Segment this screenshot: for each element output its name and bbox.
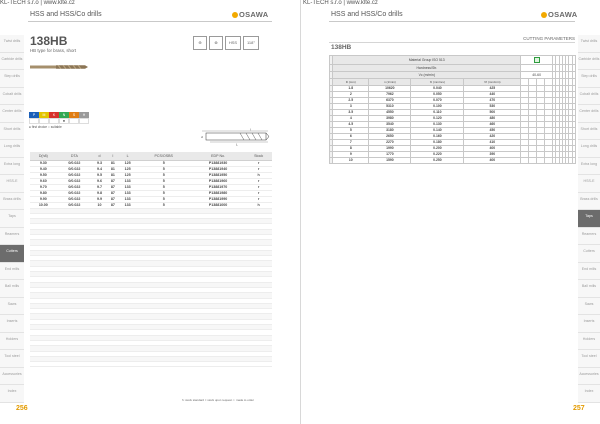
table-cell: P13881940 — [191, 166, 245, 172]
spec-table — [30, 152, 272, 367]
table-cell: 125 — [119, 172, 137, 178]
cutting-cell: 4550 — [369, 110, 411, 116]
material-group-row-value — [521, 56, 553, 65]
cutting-cell: 0.180 — [411, 140, 464, 146]
empty-row — [30, 362, 272, 367]
section-label: CUTTING PARAMETERS — [329, 36, 575, 43]
material-swatch: H — [79, 112, 89, 118]
page-number-left: 256 — [16, 405, 28, 412]
side-tab[interactable]: Extra long — [0, 158, 24, 176]
table-cell: P13881930 — [191, 160, 245, 166]
side-tab[interactable]: Carbide drills — [0, 53, 24, 71]
cutting-cell: 470 — [464, 98, 521, 104]
empty-cell — [137, 362, 191, 367]
table-cell: r — [245, 196, 272, 202]
cutting-cell: 500 — [464, 110, 521, 116]
cutting-cell: 8 — [333, 146, 369, 152]
table-cell: 9.50 — [30, 172, 57, 178]
cutting-cell: 0.250 — [411, 158, 464, 164]
table-cell: 0/0.022 — [57, 172, 93, 178]
side-tab[interactable]: Step drills — [0, 70, 24, 88]
logo-dot-icon — [541, 12, 547, 18]
column-header: L — [119, 152, 137, 160]
table-cell: P13881960 — [191, 178, 245, 184]
blank-cell — [572, 72, 575, 79]
drill-image — [30, 64, 88, 70]
blank-cell — [521, 79, 529, 86]
coolant-icon: ⊗ — [209, 36, 223, 50]
material-mark: ● — [59, 118, 69, 124]
material-marks — [29, 118, 89, 124]
cutting-cell: 425 — [464, 86, 521, 92]
brand-logo — [232, 10, 268, 19]
blank-cell — [572, 56, 575, 65]
side-tab[interactable]: Cobalt drills — [0, 88, 24, 106]
cutting-cell: 4.5 — [333, 122, 369, 128]
cutting-cell: 6370 — [369, 98, 411, 104]
table-cell: 0/0.022 — [57, 184, 93, 190]
cutting-cell: 0.160 — [411, 134, 464, 140]
side-tab[interactable]: Inserts — [578, 315, 600, 333]
header-divider-right — [329, 21, 575, 22]
side-tab[interactable]: HSS-E — [0, 175, 24, 193]
table-cell: P13881000 — [191, 202, 245, 208]
table-cell: 5 — [137, 172, 191, 178]
material-mark — [29, 118, 39, 124]
column-header: PCS/OSBS — [137, 152, 191, 160]
side-tab[interactable]: Cutters — [0, 245, 24, 263]
empty-cell — [57, 362, 93, 367]
table-cell: 9.30 — [30, 160, 57, 166]
cutting-cell: 0.140 — [411, 128, 464, 134]
side-tab[interactable]: Long drills — [0, 140, 24, 158]
subheader-cell: Vf (mm/min) — [464, 79, 521, 86]
table-cell: 10.00 — [30, 202, 57, 208]
hardness-row — [330, 65, 576, 72]
material-swatch: K — [49, 112, 59, 118]
side-tab[interactable]: Carbide drills — [578, 53, 600, 71]
side-tab[interactable]: Index — [578, 385, 600, 403]
side-tab[interactable]: Center drills — [578, 105, 600, 123]
blank-cell — [545, 158, 553, 164]
table-cell: 87 — [107, 178, 119, 184]
side-tab[interactable]: Brass drills — [578, 193, 600, 211]
empty-cell — [107, 362, 119, 367]
product-code: 138HB — [30, 34, 68, 48]
table-cell: 0/0.022 — [57, 190, 93, 196]
side-tab[interactable]: Brass drills — [0, 193, 24, 211]
column-header: EDP No. — [191, 152, 245, 160]
side-tab[interactable]: End mills — [578, 263, 600, 281]
empty-cell — [245, 362, 272, 367]
material-swatch: P — [29, 112, 39, 118]
table-cell: 9.60 — [30, 178, 57, 184]
side-tab[interactable]: Holders — [0, 333, 24, 351]
cutting-cell: 0.200 — [411, 146, 464, 152]
table-cell: 9.80 — [30, 190, 57, 196]
table-cell: 0/0.022 — [57, 166, 93, 172]
table-cell: 5 — [137, 178, 191, 184]
side-tab[interactable]: Holders — [578, 333, 600, 351]
cutting-cell: 420 — [464, 134, 521, 140]
blank-cell — [537, 79, 545, 86]
cutting-cell: 400 — [464, 158, 521, 164]
table-cell: r — [245, 178, 272, 184]
table-cell: 125 — [119, 166, 137, 172]
table-cell: 81 — [107, 172, 119, 178]
table-cell: 5 — [137, 184, 191, 190]
hardness-row-label: Hardness/Str. — [333, 65, 521, 72]
table-cell: 5 — [137, 160, 191, 166]
cutting-cell: 0.040 — [411, 86, 464, 92]
page-number-right: 257 — [573, 405, 585, 412]
logo-dot-icon — [232, 12, 238, 18]
cutting-cell: 440 — [464, 92, 521, 98]
table-cell: 9.9 — [92, 196, 107, 202]
side-tab[interactable]: End mills — [0, 263, 24, 281]
side-tab[interactable]: Tool steel — [0, 350, 24, 368]
point-angle-icon: 118° — [243, 36, 259, 50]
table-cell: 9.7 — [92, 184, 107, 190]
side-tabs-right — [578, 35, 600, 403]
blank-cell — [545, 79, 553, 86]
cutting-cell: 6 — [333, 134, 369, 140]
page-title: HSS and HSS/Co drills — [30, 11, 102, 18]
side-tab[interactable]: Ball mills — [0, 280, 24, 298]
cutting-cell: 2 — [333, 92, 369, 98]
subheader-cell: fz (mm/rev) — [411, 79, 464, 86]
cutting-cell: 0.220 — [411, 152, 464, 158]
side-tab[interactable]: Short drills — [578, 123, 600, 141]
table-cell: r — [245, 184, 272, 190]
table-cell: 9.6 — [92, 178, 107, 184]
table-cell: 9.3 — [92, 160, 107, 166]
product-code-right: 138HB — [331, 44, 352, 51]
cutting-cell: 3 — [333, 104, 369, 110]
table-cell: 133 — [119, 202, 137, 208]
side-tab[interactable]: Accessories — [578, 368, 600, 386]
cutting-cell: 3980 — [369, 116, 411, 122]
table-cell: 0/0.022 — [57, 160, 93, 166]
empty-cell — [191, 362, 245, 367]
material-mark — [69, 118, 79, 124]
cutting-cell: 530 — [464, 104, 521, 110]
drawing-label-l: l — [250, 128, 251, 132]
blank-cell — [529, 79, 537, 86]
vc-row — [330, 72, 576, 79]
table-cell: 133 — [119, 178, 137, 184]
table-cell: 81 — [107, 160, 119, 166]
table-cell: 10 — [92, 202, 107, 208]
material-swatch: S — [69, 112, 79, 118]
column-header: DTA — [57, 152, 93, 160]
table-cell: 5 — [137, 166, 191, 172]
side-tab[interactable]: Ball mills — [578, 280, 600, 298]
cutting-parameters-table — [329, 55, 576, 164]
table-cell: 87 — [107, 184, 119, 190]
material-swatch: M — [39, 112, 49, 118]
cutting-cell: 7 — [333, 140, 369, 146]
side-tab[interactable]: HSS-E — [578, 175, 600, 193]
table-cell: 87 — [107, 202, 119, 208]
blank-cell — [529, 158, 537, 164]
material-mark — [49, 118, 59, 124]
blank-cell — [572, 79, 575, 86]
cutting-cell: 1.8 — [333, 86, 369, 92]
material-mark — [39, 118, 49, 124]
cutting-cell: 2270 — [369, 140, 411, 146]
cutting-cell: 450 — [464, 128, 521, 134]
empty-cell — [119, 362, 137, 367]
subheader-cell: n (1/min) — [369, 79, 411, 86]
cutting-row — [330, 158, 576, 164]
cutting-cell: 3.5 — [333, 110, 369, 116]
vc-row-value: 40-60 — [521, 72, 553, 79]
empty-cell — [92, 362, 107, 367]
material-n-icon — [534, 57, 540, 63]
material-hss-icon: HSS — [225, 36, 241, 50]
table-cell: P13881980 — [191, 190, 245, 196]
side-tab[interactable]: Twist drills — [0, 35, 24, 53]
table-cell: 9.4 — [92, 166, 107, 172]
table-cell: 125 — [119, 160, 137, 166]
side-tab[interactable]: Saws — [0, 298, 24, 316]
subheader-cell: D (mm) — [333, 79, 369, 86]
table-cell: 0/0.022 — [57, 196, 93, 202]
cutting-cell: 460 — [464, 122, 521, 128]
pictogram-row — [193, 36, 259, 50]
table-cell: r — [245, 166, 272, 172]
column-header: Stock — [245, 152, 272, 160]
side-tab[interactable]: Cutters — [578, 245, 600, 263]
subheader-row — [330, 79, 576, 86]
side-tab[interactable]: Inserts — [0, 315, 24, 333]
side-tab[interactable]: Taps — [0, 210, 24, 228]
drawing-label-L: L — [236, 142, 238, 147]
cutting-cell: 0.050 — [411, 92, 464, 98]
right-page — [300, 0, 600, 424]
hardness-row-value — [521, 65, 553, 72]
table-cell: P13881970 — [191, 184, 245, 190]
spec-header-row — [30, 152, 272, 160]
table-cell: 0/0.022 — [57, 202, 93, 208]
brand-name: OSAWA — [239, 10, 269, 19]
company-line-right: KL-TECH s.r.o | www.klte.cz — [303, 0, 378, 6]
side-tab[interactable]: Saws — [578, 298, 600, 316]
header-divider — [28, 21, 272, 22]
vc-row-label: Vc (m/min) — [333, 72, 521, 79]
cutting-cell: 1990 — [369, 146, 411, 152]
cutting-cell: 9 — [333, 152, 369, 158]
tolerance-icon: ⊕ — [193, 36, 207, 50]
material-note: ● first choice ○ suitable — [29, 125, 62, 129]
cutting-cell: 10620 — [369, 86, 411, 92]
table-cell: h — [245, 202, 272, 208]
column-header: d — [92, 152, 107, 160]
table-cell: 0/0.022 — [57, 178, 93, 184]
side-tab[interactable]: Reamers — [0, 228, 24, 246]
side-tab[interactable]: Step drills — [578, 70, 600, 88]
cutting-cell: 5 — [333, 128, 369, 134]
cutting-cell: 10 — [333, 158, 369, 164]
cutting-cell: 400 — [464, 146, 521, 152]
side-tab[interactable]: Cobalt drills — [578, 88, 600, 106]
column-header: l — [107, 152, 119, 160]
table-cell: 9.40 — [30, 166, 57, 172]
empty-cell — [30, 362, 57, 367]
table-cell: r — [245, 190, 272, 196]
cutting-cell: 1590 — [369, 158, 411, 164]
table-cell: P13881950 — [191, 172, 245, 178]
blank-cell — [572, 158, 575, 164]
cutting-cell: 410 — [464, 140, 521, 146]
cutting-cell: 480 — [464, 116, 521, 122]
cutting-cell: 2650 — [369, 134, 411, 140]
material-swatch: N — [59, 112, 69, 118]
product-description: HB type for brass, short — [30, 48, 77, 53]
material-mark — [79, 118, 89, 124]
cutting-cell: 0.120 — [411, 116, 464, 122]
cutting-cell: 0.110 — [411, 110, 464, 116]
page-title-right: HSS and HSS/Co drills — [331, 11, 403, 18]
cutting-cell: 2.5 — [333, 98, 369, 104]
cutting-cell: 0.070 — [411, 98, 464, 104]
side-tab[interactable]: Index — [0, 385, 24, 403]
table-cell: 9.90 — [30, 196, 57, 202]
table-cell: 9.5 — [92, 172, 107, 178]
side-tab[interactable]: Reamers — [578, 228, 600, 246]
blank-cell — [572, 65, 575, 72]
side-tab[interactable]: Center drills — [0, 105, 24, 123]
brand-name-right: OSAWA — [548, 10, 578, 19]
table-cell: 81 — [107, 166, 119, 172]
side-tab[interactable]: Short drills — [0, 123, 24, 141]
brand-logo-right — [541, 10, 577, 19]
side-tabs-left — [0, 35, 24, 403]
material-group-row — [330, 56, 576, 65]
cutting-cell: 7962 — [369, 92, 411, 98]
blank-cell — [521, 158, 529, 164]
blank-cell — [537, 158, 545, 164]
table-cell: 9.8 — [92, 190, 107, 196]
cutting-cell: 5310 — [369, 104, 411, 110]
table-cell: 9.70 — [30, 184, 57, 190]
cutting-cell: 3540 — [369, 122, 411, 128]
table-cell: 133 — [119, 196, 137, 202]
technical-drawing — [200, 128, 270, 148]
material-group-row-label: Material Group ISO 513 — [333, 56, 521, 65]
side-tab[interactable]: Accessories — [0, 368, 24, 386]
table-cell: 87 — [107, 196, 119, 202]
table-cell: P13881990 — [191, 196, 245, 202]
stock-footnote: h: stock standard r: stock upon request ○: made to order — [182, 398, 254, 402]
side-tab[interactable]: Extra long — [578, 158, 600, 176]
drawing-label-d: d — [201, 135, 203, 139]
side-tab[interactable]: Long drills — [578, 140, 600, 158]
cutting-cell: 3180 — [369, 128, 411, 134]
table-cell: 5 — [137, 202, 191, 208]
cutting-cell: 0.100 — [411, 104, 464, 110]
cutting-cell: 0.130 — [411, 122, 464, 128]
side-tab[interactable]: Tool steel — [578, 350, 600, 368]
side-tab[interactable]: Twist drills — [578, 35, 600, 53]
company-line: KL-TECH s.r.o | www.klte.cz — [0, 0, 75, 6]
table-cell: 87 — [107, 190, 119, 196]
column-header: D(h8) — [30, 152, 57, 160]
table-cell: r — [245, 160, 272, 166]
table-cell: 5 — [137, 196, 191, 202]
side-tab[interactable]: Taps — [578, 210, 600, 228]
cutting-cell: 4 — [333, 116, 369, 122]
cutting-cell: 1770 — [369, 152, 411, 158]
table-cell: 133 — [119, 190, 137, 196]
table-cell: h — [245, 172, 272, 178]
material-legend — [29, 112, 89, 129]
cutting-cell: 390 — [464, 152, 521, 158]
table-cell: 5 — [137, 190, 191, 196]
table-cell: 133 — [119, 184, 137, 190]
